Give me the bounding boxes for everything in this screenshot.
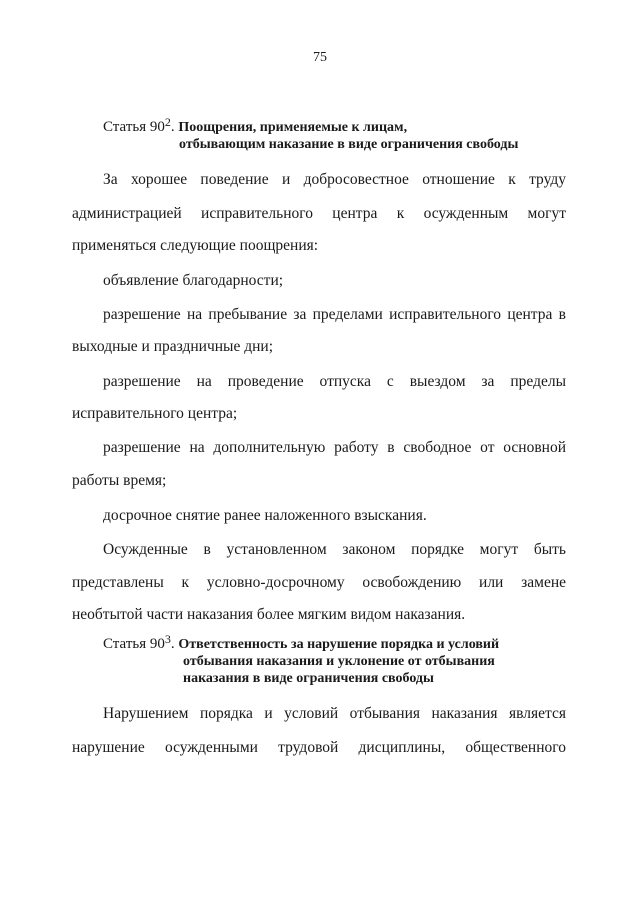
list-item: досрочное снятие ранее наложенного взыскания. — [103, 507, 427, 524]
list-item-continuation: исправительного центра; — [72, 405, 238, 422]
article-title-line-1: Ответственность за нарушение порядка и условий — [178, 637, 500, 652]
page-number: 75 — [313, 50, 327, 65]
article-heading-90-2 — [103, 115, 519, 153]
list-item: разрешение на дополнительную работу в свободное от основной — [103, 439, 566, 456]
paragraph-line: Осужденные в установленном законом порядке могут быть — [103, 541, 566, 558]
paragraph-line: нарушение осужденными трудовой дисциплины, общественного — [72, 739, 566, 756]
article-title-line-3: наказания в виде ограничения свободы — [183, 671, 434, 686]
article-superscript: 2 — [164, 115, 171, 129]
paragraph-line: необтытой части наказания более мягким видом наказания. — [72, 606, 466, 623]
list-item: объявление благодарности; — [103, 272, 284, 289]
list-item-continuation: работы время; — [72, 472, 167, 489]
paragraph-line: администрацией исправительного центра к осужденным могут — [72, 205, 566, 222]
list-item: разрешение на проведение отпуска с выездом за пределы — [103, 373, 566, 390]
article-title-line-1: Поощрения, применяемые к лицам, — [178, 120, 408, 135]
article-title-line-2: отбывания наказания и уклонение от отбывания — [183, 654, 495, 669]
list-item: разрешение на пребывание за пределами исправительного центра в — [103, 306, 566, 323]
list-item-continuation: выходные и праздничные дни; — [72, 338, 274, 355]
article-superscript: 3 — [164, 632, 171, 646]
paragraph-line: За хорошее поведение и добросовестное отношение к труду — [103, 171, 566, 188]
paragraph-line: применяться следующие поощрения: — [72, 237, 319, 254]
article-title-line-2: отбывающим наказание в виде ограничения свободы — [179, 137, 519, 152]
paragraph-line: представлены к условно-досрочному освобождению или замене — [72, 574, 566, 591]
paragraph-line: Нарушением порядка и условий отбывания наказания является — [103, 705, 566, 722]
article-heading-90-3 — [103, 632, 500, 687]
article-number: Статья $90^3$. — [103, 632, 175, 652]
article-number: Статья $90^2$. — [103, 115, 175, 135]
